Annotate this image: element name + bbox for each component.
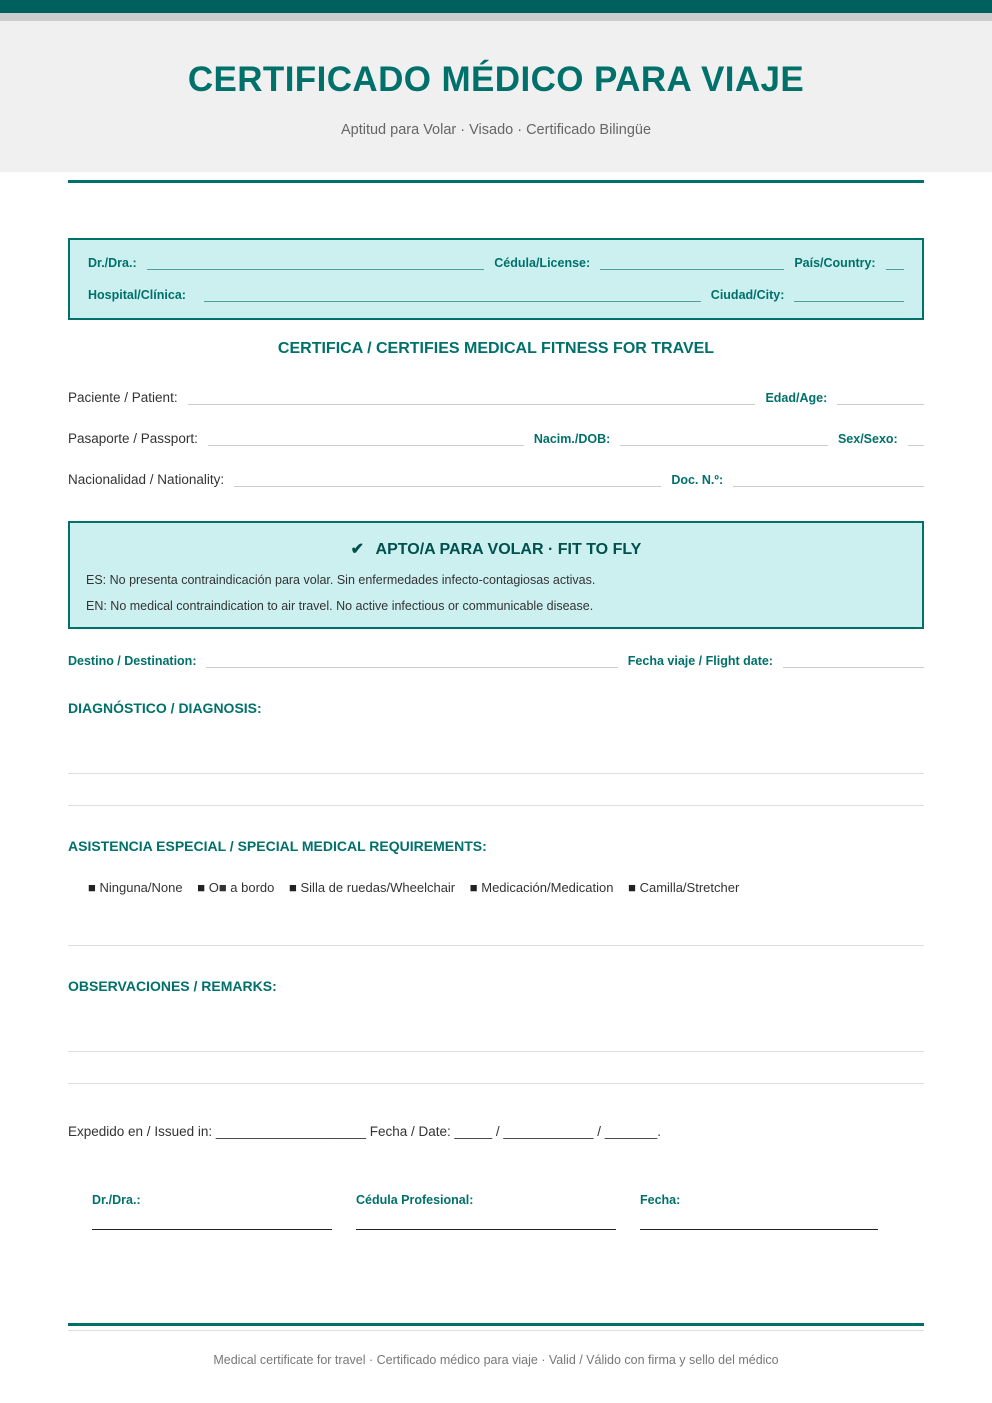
checkbox-option-oxygen[interactable] <box>197 880 274 895</box>
page-title: CERTIFICADO MÉDICO PARA VIAJE <box>187 60 805 99</box>
sex-label: Sex/Sexo: <box>837 431 898 446</box>
city-label: Ciudad/City: <box>710 287 785 302</box>
fit-to-fly-statement-es: ES: No presenta contraindicación para volar. Sin enfermedades infecto-contagiosas activas. <box>86 572 596 587</box>
diagnosis-line-1[interactable] <box>68 742 924 774</box>
signature-license-label: Cédula Profesional: <box>356 1192 474 1207</box>
country-field[interactable] <box>886 254 904 270</box>
special-requirements-heading: ASISTENCIA ESPECIAL / SPECIAL MEDICAL REQUIREMENTS: <box>68 837 487 854</box>
top-gray-bar <box>0 13 992 21</box>
checkbox-option-wheelchair[interactable] <box>289 880 455 895</box>
document-header <box>0 21 992 172</box>
checkbox-icon: ■ <box>88 879 96 895</box>
fit-to-fly-title <box>86 539 906 559</box>
document-body <box>0 238 992 1230</box>
country-label: País/Country: <box>794 255 876 270</box>
doctor-info-box <box>68 238 924 320</box>
signature-date-line[interactable] <box>640 1229 878 1230</box>
nationality-field[interactable] <box>234 470 661 487</box>
checkbox-icon: ■ <box>289 879 297 895</box>
checkbox-option-medication[interactable] <box>470 880 614 895</box>
nationality-label: Nacionalidad / Nationality: <box>68 471 225 487</box>
checkbox-icon: ■ <box>628 879 636 895</box>
passport-field[interactable] <box>208 429 524 446</box>
license-label: Cédula/License: <box>494 255 591 270</box>
destination-field[interactable] <box>206 651 617 668</box>
checkbox-label: Silla de ruedas/Wheelchair <box>300 879 456 895</box>
patient-row-1 <box>68 388 924 405</box>
fit-to-fly-title-text: APTO/A PARA VOLAR · FIT TO FLY <box>375 540 642 558</box>
age-label: Edad/Age: <box>765 390 828 405</box>
doctor-row-2 <box>88 286 904 302</box>
license-field[interactable] <box>600 254 784 270</box>
document-footer <box>0 1323 992 1367</box>
checkbox-label: Ninguna/None <box>99 879 183 895</box>
check-icon: ✔ <box>350 540 365 558</box>
top-accent-bar <box>0 0 992 13</box>
footer-divider-teal <box>68 1323 924 1326</box>
remarks-line-2[interactable] <box>68 1052 924 1084</box>
travel-row <box>68 651 924 668</box>
diagnosis-heading: DIAGNÓSTICO / DIAGNOSIS: <box>68 699 262 716</box>
signature-block-license <box>356 1193 616 1230</box>
checkbox-option-none[interactable] <box>88 880 183 895</box>
document-number-field[interactable] <box>733 470 924 487</box>
flight-date-label: Fecha viaje / Flight date: <box>627 653 773 668</box>
patient-name-field[interactable] <box>188 388 756 405</box>
patient-row-3 <box>68 470 924 487</box>
checkbox-icon: ■ <box>469 879 478 895</box>
passport-label: Pasaporte / Passport: <box>68 430 198 446</box>
patient-row-2 <box>68 429 924 446</box>
footer-divider-gray <box>68 1330 924 1331</box>
fit-to-fly-statement-en: EN: No medical contraindication to air travel. No active infectious or communicable disease. <box>86 598 594 613</box>
fit-to-fly-box <box>68 521 924 629</box>
checkbox-label: O■ a bordo <box>208 879 275 895</box>
hospital-field[interactable] <box>204 286 701 302</box>
doctor-name-label: Dr./Dra.: <box>88 255 137 270</box>
doctor-row-1 <box>88 254 904 270</box>
signature-row <box>68 1193 924 1230</box>
hospital-label: Hospital/Clínica: <box>88 287 186 302</box>
dob-label: Nacim./DOB: <box>533 431 611 446</box>
remarks-heading: OBSERVACIONES / REMARKS: <box>68 977 277 994</box>
patient-name-label: Paciente / Patient: <box>68 389 178 405</box>
footer-text: Medical certificate for travel · Certificado médico para viaje · Valid / Válido con firma y sello del médico <box>213 1353 779 1367</box>
checkbox-label: Medicación/Medication <box>481 879 614 895</box>
document-number-label: Doc. N.º: <box>671 472 724 487</box>
signature-license-line[interactable] <box>356 1229 616 1230</box>
flight-date-field[interactable] <box>783 651 924 668</box>
signature-doctor-label: Dr./Dra.: <box>92 1192 141 1207</box>
city-field[interactable] <box>794 286 904 302</box>
page-subtitle: Aptitud para Volar · Visado · Certificado Bilingüe <box>340 121 652 138</box>
signature-doctor-line[interactable] <box>92 1229 332 1230</box>
doctor-name-field[interactable] <box>147 254 485 270</box>
special-requirements-options <box>68 880 924 895</box>
diagnosis-line-2[interactable] <box>68 774 924 806</box>
header-divider <box>68 180 924 183</box>
issued-line[interactable]: Expedido en / Issued in: ____________________ Fecha / Date: _____ / ____________ / _______. <box>68 1123 661 1139</box>
dob-field[interactable] <box>620 429 828 446</box>
signature-date-label: Fecha: <box>640 1192 681 1207</box>
age-field[interactable] <box>837 388 924 405</box>
remarks-line-1[interactable] <box>68 1020 924 1052</box>
certifies-heading: CERTIFICA / CERTIFIES MEDICAL FITNESS FOR TRAVEL <box>277 339 715 357</box>
special-requirements-line[interactable] <box>68 914 924 946</box>
destination-label: Destino / Destination: <box>68 653 197 668</box>
checkbox-option-stretcher[interactable] <box>628 880 739 895</box>
signature-block-date <box>640 1193 878 1230</box>
sex-field[interactable] <box>908 429 924 446</box>
checkbox-icon: ■ <box>197 879 206 895</box>
signature-block-doctor <box>92 1193 332 1230</box>
checkbox-label: Camilla/Stretcher <box>639 879 740 895</box>
